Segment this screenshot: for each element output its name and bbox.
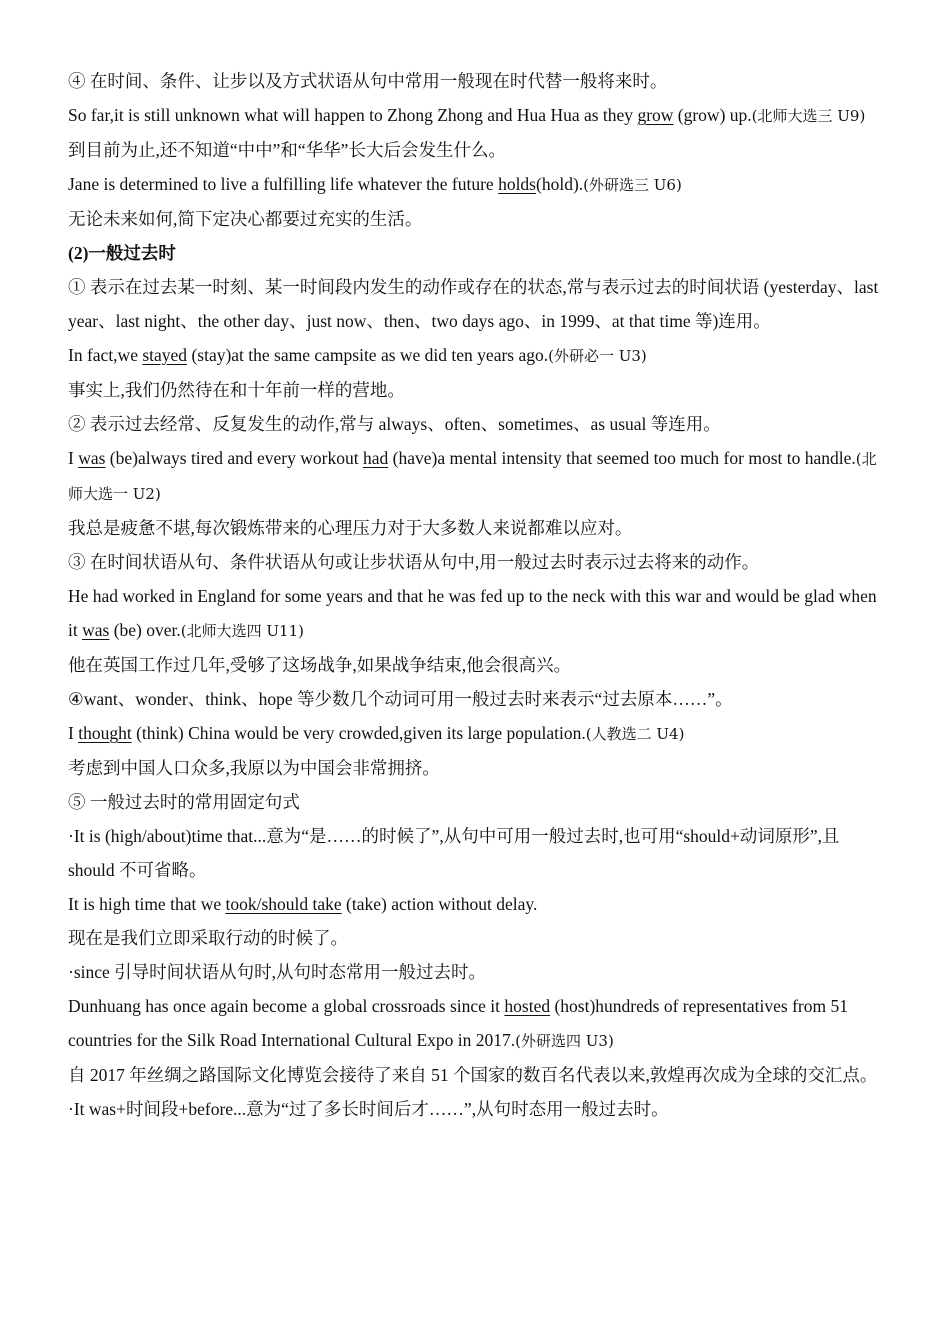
paragraph xyxy=(68,511,883,545)
text-segment: So far,it is still unknown what will happen to Zhong Zhong and Hua Hua as they xyxy=(68,105,638,125)
paragraph xyxy=(68,407,883,441)
paragraph xyxy=(68,167,883,202)
paragraph xyxy=(68,955,883,989)
paragraph xyxy=(68,1058,883,1092)
paragraph xyxy=(68,751,883,785)
text-segment: ④want、wonder、think、hope 等少数几个动词可用一般过去时来表示“过去原本……”。 xyxy=(68,689,733,709)
answer-blank: was xyxy=(78,448,106,468)
text-segment: ④ 在时间、条件、让步以及方式状语从句中常用一般现在时代替一般将来时。 xyxy=(68,71,668,91)
document-body xyxy=(68,64,883,1126)
text-segment: I xyxy=(68,448,79,468)
text-segment: (2)一般过去时 xyxy=(68,243,176,263)
text-segment: 事实上,我们仍然待在和十年前一样的营地。 xyxy=(68,380,405,400)
source-reference: (北师大选一 U2) xyxy=(68,450,877,503)
paragraph xyxy=(68,989,883,1058)
text-segment: (grow) up. xyxy=(673,105,752,125)
text-segment: (be)always tired and every workout xyxy=(105,448,363,468)
text-segment: ·It was+时间段+before...意为“过了多长时间后才……”,从句时态用一般过去时。 xyxy=(68,1099,669,1119)
source-reference: (外研选三 U6) xyxy=(583,176,682,194)
answer-blank: thought xyxy=(78,723,132,743)
text-segment: ·It is (high/about)time that...意为“是……的时候了”,从句中可用一般过去时,也可用“should+动词原形”,且 should 不可省略。 xyxy=(68,826,840,880)
text-segment: ① 表示在过去某一时刻、某一时间段内发生的动作或存在的状态,常与表示过去的时间状语 (yesterday、last year、last night、the other day、just now、then、two days ago、in 1999、at that time 等)连用。 xyxy=(68,277,879,331)
answer-blank: took/should take xyxy=(225,894,342,914)
source-reference: (外研必一 U3) xyxy=(548,347,647,365)
text-segment: 考虑到中国人口众多,我原以为中国会非常拥挤。 xyxy=(68,758,440,778)
source-reference: (北师大选四 U11) xyxy=(180,622,304,640)
paragraph xyxy=(68,270,883,338)
text-segment: (host)hundreds of representatives from 51 countries for the Silk Road International Cultural Expo in 2017. xyxy=(68,996,848,1050)
paragraph xyxy=(68,545,883,579)
text-segment: 我总是疲惫不堪,每次锻炼带来的心理压力对于大多数人来说都难以应对。 xyxy=(68,518,633,538)
source-reference: (外研选四 U3) xyxy=(515,1032,614,1050)
source-reference: (北师大选三 U9) xyxy=(751,107,866,125)
text-segment: He had worked in England for some years and that he was fed up to the neck with this war and would be glad when it xyxy=(68,586,877,640)
text-segment: (think) China would be very crowded,given its large population. xyxy=(131,723,586,743)
paragraph xyxy=(68,1092,883,1126)
text-segment: (hold). xyxy=(536,174,584,194)
source-reference: (人教选二 U4) xyxy=(585,725,685,743)
paragraph xyxy=(68,441,883,511)
paragraph xyxy=(68,133,883,167)
text-segment: (stay)at the same campsite as we did ten years ago. xyxy=(187,345,549,365)
text-segment: It is high time that we xyxy=(68,894,226,914)
section-heading xyxy=(68,236,883,270)
paragraph xyxy=(68,716,883,751)
text-segment: In fact,we xyxy=(68,345,143,365)
text-segment: ·since 引导时间状语从句时,从句时态常用一般过去时。 xyxy=(68,962,487,982)
text-segment: 到目前为止,还不知道“中中”和“华华”长大后会发生什么。 xyxy=(68,140,506,160)
answer-blank: hosted xyxy=(504,996,551,1016)
answer-blank: holds xyxy=(498,174,536,194)
answer-blank: stayed xyxy=(142,345,188,365)
text-segment: (be) over. xyxy=(109,620,181,640)
paragraph xyxy=(68,579,883,648)
paragraph xyxy=(68,921,883,955)
paragraph xyxy=(68,648,883,682)
paragraph xyxy=(68,64,883,98)
paragraph xyxy=(68,819,883,887)
paragraph xyxy=(68,682,883,716)
paragraph xyxy=(68,202,883,236)
text-segment: 现在是我们立即采取行动的时候了。 xyxy=(68,928,348,948)
paragraph xyxy=(68,887,883,921)
paragraph xyxy=(68,98,883,133)
text-segment: 无论未来如何,简下定决心都要过充实的生活。 xyxy=(68,209,423,229)
text-segment: ② 表示过去经常、反复发生的动作,常与 always、often、sometimes、as usual 等连用。 xyxy=(68,414,721,434)
text-segment: Dunhuang has once again become a global crossroads since it xyxy=(68,996,505,1016)
text-segment: ⑤ 一般过去时的常用固定句式 xyxy=(68,792,300,812)
text-segment: 自 2017 年丝绸之路国际文化博览会接待了来自 51 个国家的数百名代表以来,敦煌再次成为全球的交汇点。 xyxy=(68,1065,878,1085)
answer-blank: was xyxy=(82,620,110,640)
text-segment: (take) action without delay. xyxy=(341,894,538,914)
text-segment: I xyxy=(68,723,79,743)
text-segment: 他在英国工作过几年,受够了这场战争,如果战争结束,他会很高兴。 xyxy=(68,655,572,675)
paragraph xyxy=(68,338,883,373)
paragraph xyxy=(68,785,883,819)
text-segment: Jane is determined to live a fulfilling life whatever the future xyxy=(68,174,499,194)
answer-blank: grow xyxy=(637,105,674,125)
answer-blank: had xyxy=(362,448,389,468)
text-segment: ③ 在时间状语从句、条件状语从句或让步状语从句中,用一般过去时表示过去将来的动作。 xyxy=(68,552,760,572)
paragraph xyxy=(68,373,883,407)
text-segment: (have)a mental intensity that seemed too much for most to handle. xyxy=(388,448,856,468)
